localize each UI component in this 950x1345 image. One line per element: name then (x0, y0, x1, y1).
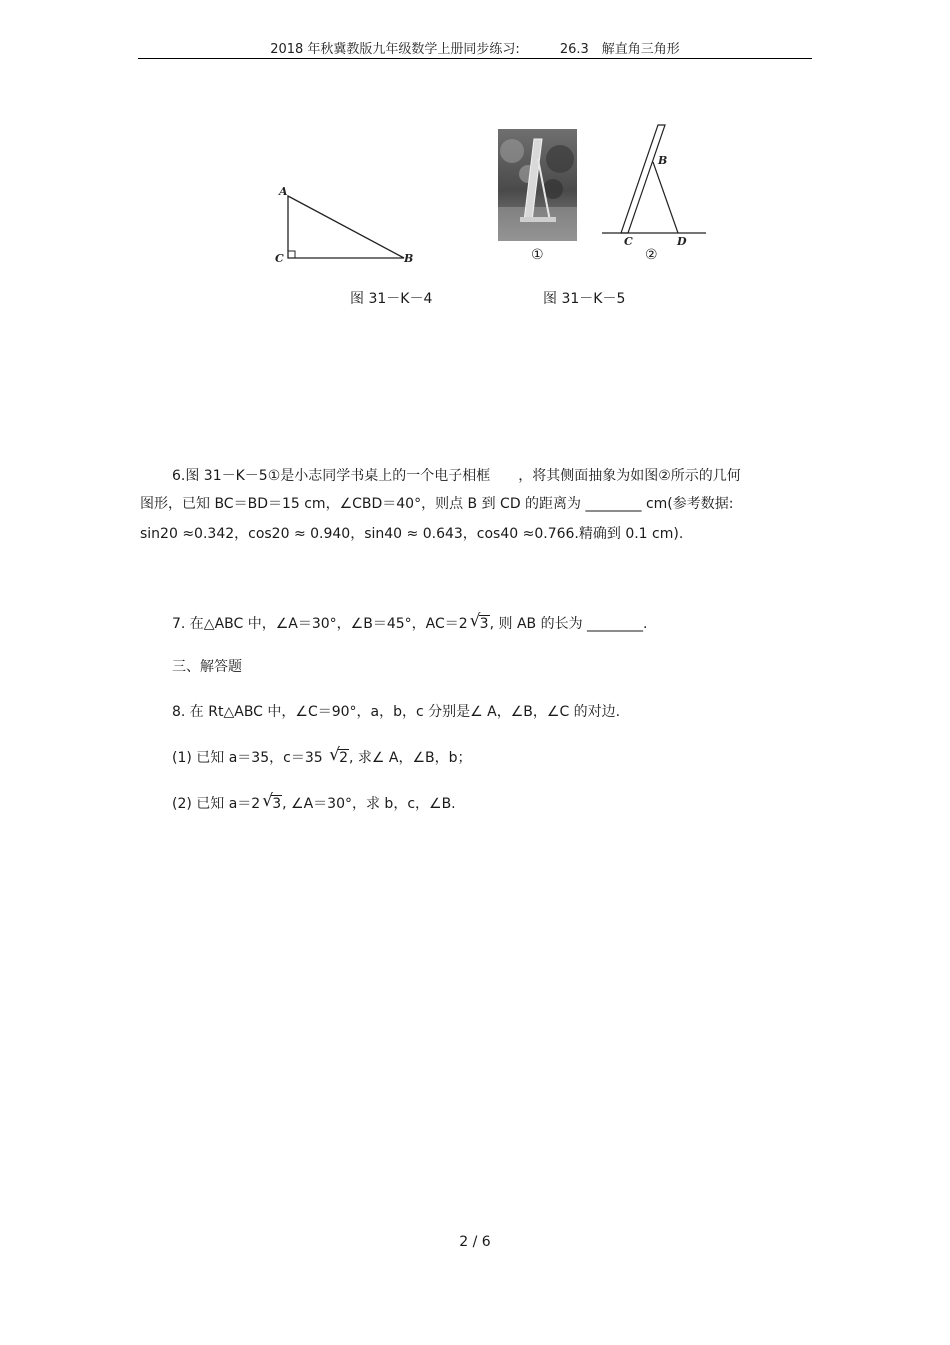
q8-part2-before: (2) 已知 a＝2 (172, 796, 261, 812)
vertex-c-label: C (275, 252, 284, 265)
point-c-label: C (624, 235, 633, 246)
q8-part2-sqrt: √ 3 (262, 791, 282, 812)
q8-part1-root: 2 (339, 750, 349, 766)
point-b-label: B (658, 154, 668, 167)
q7-text (172, 611, 648, 634)
page-number: 2 / 6 (459, 1234, 491, 1250)
q8-part1-before: (1) 已知 a＝35，c＝35 (172, 750, 328, 766)
q8-part1-after: , 求∠ A，∠B，b； (349, 750, 472, 766)
frame-stand-bd (653, 162, 678, 233)
q8-stem: 8. 在 Rt△ABC 中，∠C＝90°，a，b，c 分别是∠ A，∠B，∠C 的对边. (172, 704, 621, 720)
q8-part2-after: , ∠A＝30°，求 b，c，∠B. (282, 796, 456, 812)
photo-frame-drawing (498, 129, 577, 241)
figure-31-k-4-triangle (268, 180, 428, 270)
figure-31-k-5-caption: 图 31－K－5 (543, 291, 626, 307)
q6-line-3: sin20 ≈0.342，cos20 ≈ 0.940，sin40 ≈ 0.643，cos40 ≈0.766.精确到 0.1 cm). (140, 526, 684, 542)
q7-sqrt: √ 3 (469, 611, 489, 632)
diagram-marker-label: ② (645, 247, 658, 263)
q8-part-1 (172, 745, 472, 768)
page-header (0, 38, 950, 57)
photo-marker-label: ① (531, 247, 544, 263)
triangle-outline (288, 196, 404, 258)
section-3-title: 三、解答题 (172, 659, 242, 675)
q7-before: 7. 在△ABC 中，∠A＝30°，∠B＝45°，AC＝2 (172, 616, 468, 632)
right-angle-mark (288, 251, 295, 258)
q8-part1-sqrt: √ 2 (329, 745, 349, 766)
point-d-label: D (677, 235, 687, 246)
q7-root: 3 (479, 616, 489, 632)
figure-31-k-5-diagram (600, 122, 712, 246)
q7-after: , 则 AB 的长为 ________. (489, 616, 648, 632)
header-divider (138, 58, 812, 59)
header-title: 2018 年秋冀教版九年级数学上册同步练习: (270, 42, 520, 57)
vertex-b-label: B (404, 252, 414, 265)
vertex-a-label: A (279, 185, 288, 198)
q6-line-2: 图形，已知 BC＝BD＝15 cm，∠CBD＝40°，则点 B 到 CD 的距离为 ________ cm(参考数据: (140, 496, 734, 512)
photo-frame-image (498, 129, 577, 241)
figure-31-k-4-caption: 图 31－K－4 (350, 291, 433, 307)
q8-part-2 (172, 791, 456, 814)
q6-line-1: 6.图 31－K－5①是小志同学书桌上的一个电子相框 ，将其侧面抽象为如图②所示的几何 (172, 468, 741, 484)
q8-part2-root: 3 (272, 796, 282, 812)
header-section: 26.3 解直角三角形 (559, 42, 680, 57)
